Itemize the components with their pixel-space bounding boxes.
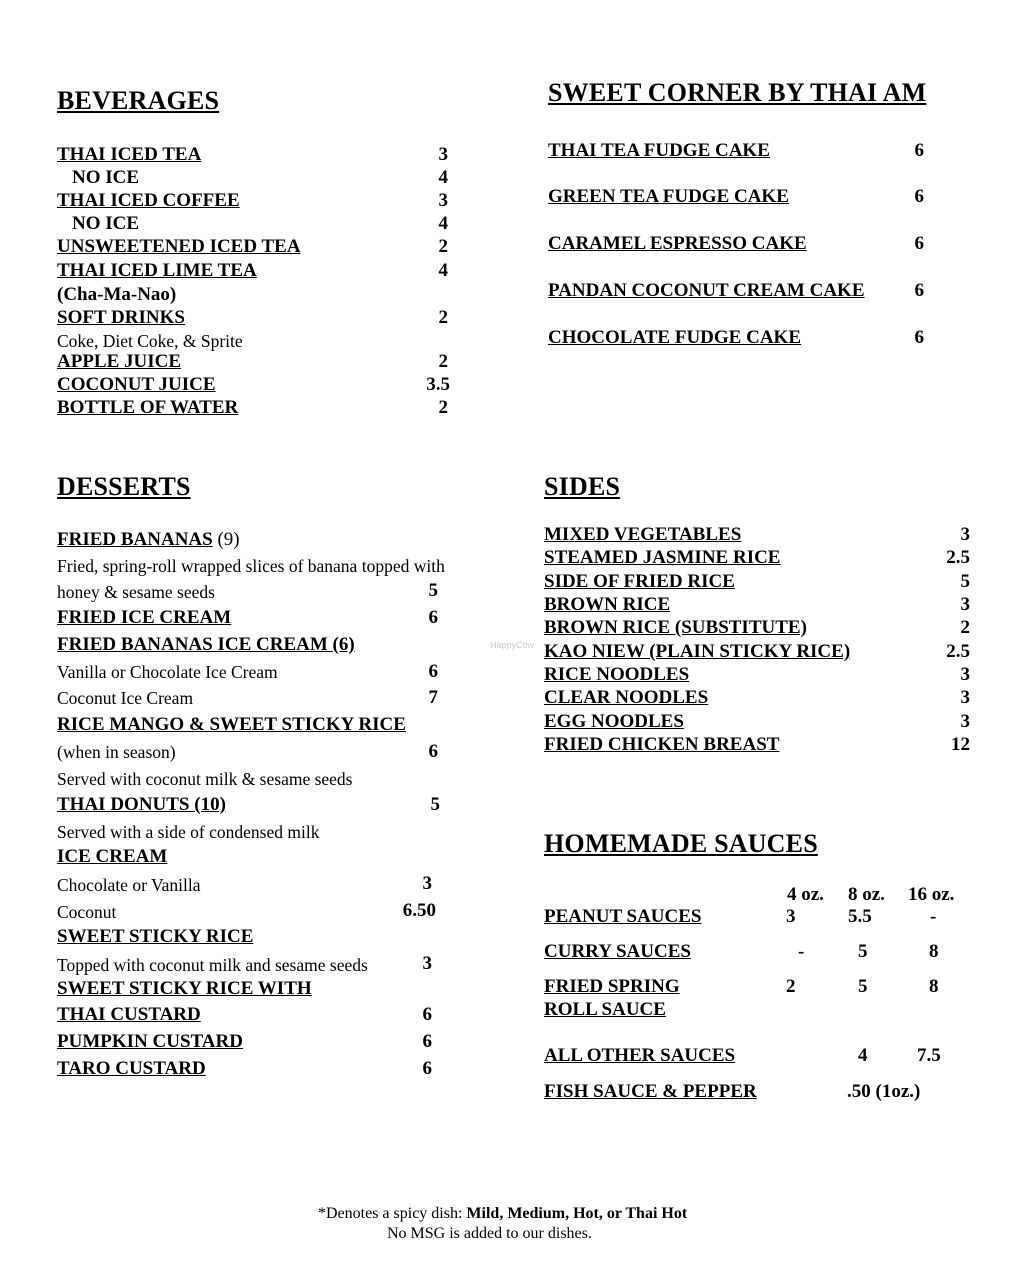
- menu-item-price: 3: [960, 524, 970, 545]
- menu-item-price: 3: [960, 687, 970, 708]
- menu-item-name: THAI ICED TEA: [57, 144, 202, 165]
- menu-item-option: Coconut: [57, 902, 117, 922]
- sweet-corner-heading: SWEET CORNER BY THAI AM: [548, 78, 927, 107]
- menu-item-option: NO ICE: [72, 213, 140, 234]
- spicy-note-prefix: *Denotes a spicy dish:: [318, 1205, 467, 1222]
- menu-item-name: UNSWEETENED ICED TEA: [57, 236, 301, 257]
- menu-item-name: THAI DONUTS (10): [57, 794, 226, 815]
- menu-item-price: 3: [422, 953, 432, 974]
- menu-item-price: 3.5: [426, 374, 450, 395]
- menu-item-name: CARAMEL ESPRESSO CAKE: [548, 233, 807, 254]
- sauce-price-4oz: 2: [786, 976, 796, 997]
- menu-item-name: SWEET STICKY RICE WITH: [57, 978, 312, 999]
- menu-item-name: PANDAN COCONUT CREAM CAKE: [548, 280, 865, 301]
- menu-item-name: BROWN RICE: [544, 594, 671, 615]
- menu-item-option: NO ICE: [72, 167, 140, 188]
- menu-item-description: Served with coconut milk & sesame seeds: [57, 769, 353, 789]
- menu-item-name: APPLE JUICE: [57, 351, 182, 372]
- menu-item-name: COCONUT JUICE: [57, 374, 216, 395]
- sauce-price-4oz: -: [798, 941, 805, 962]
- menu-item-name: THAI ICED LIME TEA: [57, 260, 257, 281]
- menu-item-description: Topped with coconut milk and sesame seeds: [57, 955, 368, 975]
- menu-item-price: 6: [914, 327, 924, 348]
- menu-item: [57, 529, 240, 551]
- menu-item-name: CHOCOLATE FUDGE CAKE: [548, 327, 802, 348]
- sauce-price-8oz: 5: [858, 976, 868, 997]
- menu-item-price: 2: [960, 617, 970, 638]
- menu-item-name: BROWN RICE (SUBSTITUTE): [544, 617, 807, 638]
- menu-item-price: 3: [438, 190, 448, 211]
- menu-item-price: 5: [960, 571, 970, 592]
- menu-item-price: 6: [428, 661, 438, 682]
- menu-item-price: 6: [428, 607, 438, 628]
- menu-item-name: FRIED ICE CREAM: [57, 607, 232, 628]
- menu-item-name: THAI ICED COFFEE: [57, 190, 240, 211]
- spicy-levels: Mild, Medium, Hot, or Thai Hot: [466, 1205, 688, 1222]
- menu-item-description: Served with a side of condensed milk: [57, 822, 320, 842]
- menu-item-option: Chocolate or Vanilla: [57, 875, 201, 895]
- sides-heading: SIDES: [544, 472, 621, 501]
- watermark: HappyCow: [490, 640, 535, 650]
- menu-item-name: GREEN TEA FUDGE CAKE: [548, 186, 789, 207]
- menu-item-description: honey & sesame seeds: [57, 582, 215, 602]
- menu-item-price: 2.5: [946, 641, 970, 662]
- menu-item-price: 6: [914, 233, 924, 254]
- menu-item-price: 6: [422, 1004, 432, 1025]
- menu-item-price: 4: [438, 167, 448, 188]
- sauce-price: .50 (1oz.): [847, 1081, 921, 1102]
- sauce-size-header: 16 oz.: [908, 884, 955, 905]
- menu-item-price: 5: [430, 794, 440, 815]
- menu-item-description: Fried, spring-roll wrapped slices of banana topped with: [57, 556, 445, 576]
- sauce-price-8oz: 4: [858, 1045, 868, 1066]
- menu-item-price: 2.5: [946, 547, 970, 568]
- menu-item-price: 7: [428, 687, 438, 708]
- sauce-name: FISH SAUCE & PEPPER: [544, 1081, 757, 1102]
- menu-item-price: 6: [914, 280, 924, 301]
- menu-item-price: 6: [422, 1058, 432, 1079]
- sauce-size-header: 4 oz.: [787, 884, 824, 905]
- menu-item-price: 6: [422, 1031, 432, 1052]
- desserts-heading: DESSERTS: [57, 472, 191, 501]
- menu-item-price: 4: [438, 213, 448, 234]
- menu-item-name: RICE NOODLES: [544, 664, 690, 685]
- menu-item-name: SOFT DRINKS: [57, 307, 185, 328]
- menu-item-name: MIXED VEGETABLES: [544, 524, 742, 545]
- menu-item-price: 6: [428, 741, 438, 762]
- sauce-size-header: 8 oz.: [848, 884, 885, 905]
- menu-item-name: EGG NOODLES: [544, 711, 684, 732]
- menu-item-name: FRIED BANANAS: [57, 529, 213, 550]
- menu-item-name: THAI TEA FUDGE CAKE: [548, 140, 770, 161]
- menu-item-subtitle: (Cha-Ma-Nao): [57, 284, 177, 305]
- sauce-name: ALL OTHER SAUCES: [544, 1045, 736, 1066]
- sauce-price-16oz: 8: [929, 976, 939, 997]
- menu-item-name: CLEAR NOODLES: [544, 687, 709, 708]
- menu-item-description: Coke, Diet Coke, & Sprite: [57, 331, 243, 351]
- beverages-heading: BEVERAGES: [57, 86, 220, 115]
- msg-note: No MSG is added to our dishes.: [387, 1225, 592, 1242]
- menu-item-price: 12: [951, 734, 970, 755]
- menu-item-note: (when in season): [57, 742, 176, 762]
- spicy-note: [318, 1205, 687, 1223]
- menu-item-name: PUMPKIN CUSTARD: [57, 1031, 243, 1052]
- sauce-price-8oz: 5.5: [848, 906, 872, 927]
- menu-item-option: Coconut Ice Cream: [57, 688, 194, 708]
- menu-item-name: SIDE OF FRIED RICE: [544, 571, 735, 592]
- sauce-name: ROLL SAUCE: [544, 999, 666, 1020]
- menu-item-count: (9): [212, 529, 240, 550]
- sauce-price-16oz: 8: [929, 941, 939, 962]
- menu-item-price: 4: [438, 260, 448, 281]
- sauce-name: FRIED SPRING: [544, 976, 680, 997]
- menu-item-price: 6: [914, 140, 924, 161]
- sauce-price-8oz: 5: [858, 941, 868, 962]
- menu-item-price: 2: [438, 307, 448, 328]
- menu-item-price: 2: [438, 236, 448, 257]
- sauce-price-16oz: -: [930, 906, 937, 927]
- sauce-price-16oz: 7.5: [917, 1045, 941, 1066]
- menu-item-price: 3: [438, 144, 448, 165]
- menu-item-name: STEAMED JASMINE RICE: [544, 547, 781, 568]
- menu-item-price: 3: [422, 873, 432, 894]
- menu-item-price: 6: [914, 186, 924, 207]
- sauce-price-4oz: 3: [786, 906, 796, 927]
- menu-item-price: 2: [438, 397, 448, 418]
- menu-item-price: 3: [960, 711, 970, 732]
- menu-item-price: 6.50: [402, 900, 436, 921]
- homemade-sauces-heading: HOMEMADE SAUCES: [544, 829, 818, 858]
- menu-item-name: TARO CUSTARD: [57, 1058, 206, 1079]
- sauce-name: PEANUT SAUCES: [544, 906, 702, 927]
- menu-item-name: RICE MANGO & SWEET STICKY RICE: [57, 714, 406, 735]
- menu-item-price: 3: [960, 664, 970, 685]
- menu-item-name: ICE CREAM: [57, 846, 168, 867]
- menu-item-price: 2: [438, 351, 448, 372]
- menu-item-name: THAI CUSTARD: [57, 1004, 201, 1025]
- menu-item-price: 3: [960, 594, 970, 615]
- menu-item-name: KAO NIEW (PLAIN STICKY RICE): [544, 641, 851, 662]
- menu-item-name: FRIED CHICKEN BREAST: [544, 734, 780, 755]
- menu-item-name: FRIED BANANAS ICE CREAM (6): [57, 634, 355, 655]
- menu-item-price: 5: [428, 580, 438, 601]
- menu-item-option: Vanilla or Chocolate Ice Cream: [57, 662, 278, 682]
- sauce-name: CURRY SAUCES: [544, 941, 691, 962]
- menu-item-name: BOTTLE OF WATER: [57, 397, 239, 418]
- menu-item-name: SWEET STICKY RICE: [57, 926, 254, 947]
